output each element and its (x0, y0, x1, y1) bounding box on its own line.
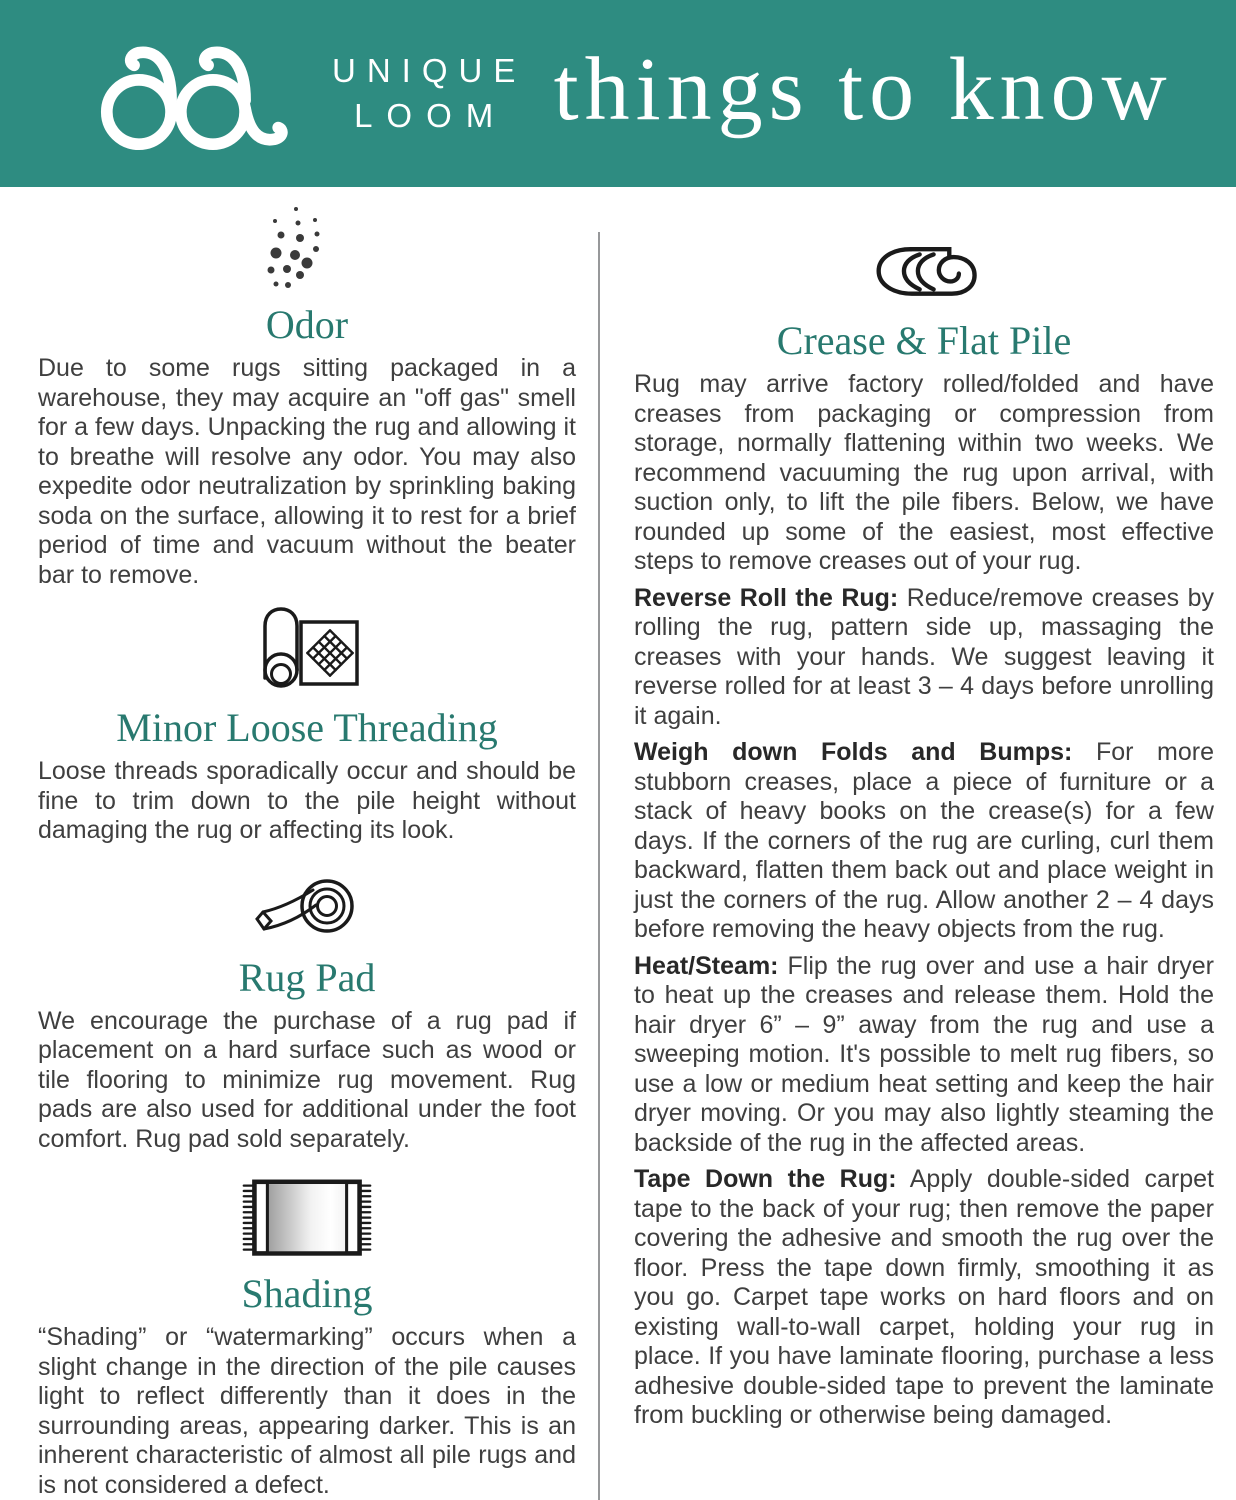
brand-name-line1: UNIQUE (332, 52, 527, 89)
tip-heat-steam-body: Flip the rug over and use a hair dryer to heat up the creases and release them. Hold the hair dryer 6” – 9” away from the rug and use a sweeping motion. It's possible to melt rug fibers, so use a low or medium heat setting and keep the hair dryer moving. Or you may also lightly steaming the backside of the rug in the affected areas. (634, 951, 1214, 1157)
brand-name-line2: LOOM (354, 97, 508, 134)
section-crease-flat-pile (634, 237, 1214, 577)
section-body-crease: Rug may arrive factory rolled/folded and have creases from packaging or compression from storage, normally flattening within two weeks. We recommend vacuuming the rug upon arrival, with suction only, to lift the pile fibers. Below, we have rounded up some of the easiest, most effective steps to remove creases out of your rug. (634, 370, 1214, 575)
section-shading (38, 1178, 576, 1500)
tip-tape-down-label: Tape Down the Rug: (634, 1165, 897, 1193)
brand-name (321, 52, 526, 135)
rolled-rug-crosshatch-icon (38, 604, 576, 696)
tip-reverse-roll-label: Reverse Roll the Rug: (634, 583, 899, 612)
content-area (0, 187, 1236, 1500)
section-body-odor: Due to some rugs sitting packaged in a warehouse, they may acquire an "off gas" smell for a few days. Unpacking the rug and allowing it to breathe will resolve any odor. You may also expedite odor neutralization by sprinkling baking soda on the surface, allowing it to rest for a brief period of time and vacuum without the beater bar to remove. (38, 354, 576, 589)
unique-loom-logo-icon (90, 38, 295, 150)
section-heading-crease: Crease & Flat Pile (776, 318, 1072, 363)
rolled-rug-side-icon (634, 237, 1214, 305)
tip-tape-down-body: Apply double-sided carpet tape to the back of your rug; then remove the paper covering the adhesive and smooth the rug over the floor. Press the tape down firmly, smoothing it as you go. Carpet tape works on hard floors and on existing wall-to-wall carpet, holding your rug in place. If you have laminate flooring, purchase a less adhesive double-sided tape to prevent the laminate from buckling or otherwise being damaged. (634, 1165, 1215, 1429)
page-title: things to know (553, 40, 1173, 139)
section-heading-shading: Shading (241, 1271, 373, 1316)
tip-reverse-roll (634, 584, 1214, 732)
section-rug-pad (38, 872, 576, 1155)
tip-heat-steam (634, 952, 1214, 1159)
shaded-rug-fringe-icon (38, 1178, 576, 1258)
section-body-shading: “Shading” or “watermarking” occurs when a slight change in the direction of the pile causes light to reflect differently than it does in the surrounding areas, appearing darker. This is an inherent characteristic of almost all pile rugs and is not considered a defect. (38, 1323, 576, 1499)
rug-pad-roll-icon (38, 872, 576, 946)
tip-weigh-down-body: For more stubborn creases, place a piece of furniture or a stack of heavy books on the crease(s) for a few days. If the corners of the rug are curling, curl them backward, flatten them back out and place weight in just the corners of the rug. Allow another 2 – 4 days before removing the heavy objects from the rug. (634, 738, 1215, 943)
section-heading-rug-pad: Rug Pad (238, 954, 376, 1000)
section-body-rug-pad: We encourage the purchase of a rug pad if placement on a hard surface such as wood or tile flooring to minimize rug movement. Rug pads are also used for additional under the foot comfort. Rug pad sold separately. (38, 1006, 576, 1153)
tip-heat-steam-label: Heat/Steam: (634, 951, 779, 980)
left-column (0, 187, 598, 1500)
section-odor (38, 205, 576, 590)
page-header (0, 0, 1236, 187)
right-column (600, 187, 1236, 1500)
section-heading-odor: Odor (265, 302, 349, 347)
tip-weigh-down (634, 738, 1214, 945)
brand-lockup (90, 38, 526, 150)
tip-weigh-down-label: Weigh down Folds and Bumps: (634, 738, 1073, 766)
odor-dots-icon (38, 205, 576, 293)
section-minor-loose-threading (38, 604, 576, 846)
section-heading-threading: Minor Loose Threading (116, 705, 498, 750)
section-body-threading: Loose threads sporadically occur and should be fine to trim down to the pile height without damaging the rug or affecting its look. (38, 757, 576, 844)
tip-reverse-roll-body: Reduce/remove creases by rolling the rug, pattern side up, massaging the creases with your hands. We suggest leaving it reverse rolled for at least 3 – 4 days before unrolling it again. (634, 583, 1215, 730)
tip-tape-down (634, 1165, 1214, 1431)
